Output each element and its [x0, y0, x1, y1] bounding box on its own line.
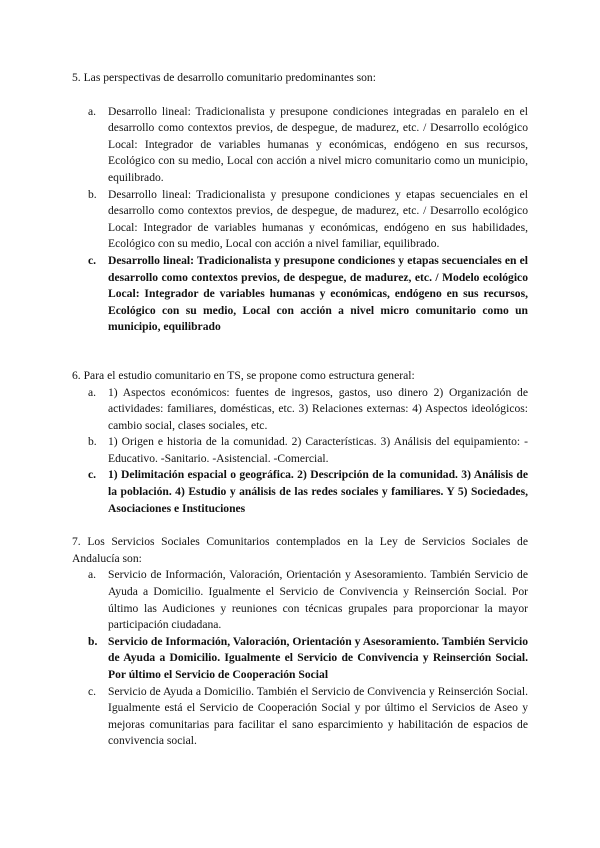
option-b-correct: [72, 634, 528, 684]
option-b: [72, 434, 528, 467]
question-7: [72, 534, 528, 750]
option-marker: c.: [88, 253, 97, 267]
option-marker: a.: [88, 104, 97, 118]
option-text: Desarrollo lineal: Tradicionalista y presupone condiciones y etapas secuenciales en el desarrollo como contextos previos, de despegue, de madurez, etc. / Desarrollo ecológico Local: Integrador de variables humanas y económicas, endógeno en sus habilidades, Ecológico con su medio, Local con acción a nivel familiar, equilibrado.: [108, 187, 528, 251]
option-a: [72, 567, 528, 633]
question-text: 7. Los Servicios Sociales Comunitarios contemplados en la Ley de Servicios Sociales de Andalucía son:: [72, 535, 528, 565]
option-list: [72, 567, 528, 750]
option-marker: a.: [88, 385, 97, 399]
option-marker: b.: [88, 634, 98, 648]
option-b: [72, 187, 528, 253]
option-text: Desarrollo lineal: Tradicionalista y presupone condiciones y etapas secuenciales en el desarrollo como contextos previos, de despegue, de madurez, etc. / Modelo ecológico Local: Integrador de variables humanas y económicas, endógeno en sus recursos, Ecológico con su medio, Local con acción a nivel micro comunitario como un municipio, equilibrado: [108, 253, 528, 334]
option-c-correct: [72, 467, 528, 517]
option-text: Servicio de Información, Valoración, Orientación y Asesoramiento. También Servicio de Ayuda a Domicilio. Igualmente el Servicio de Convivencia y Reinserción Social. Por último el Servicio de Cooperación Social: [108, 634, 528, 681]
option-text: 1) Aspectos económicos: fuentes de ingresos, gastos, uso dinero 2) Organización de actividades: familiares, domésticas, etc. 3) Relaciones externas: 4) Aspectos ideológicos: cambio social, clases sociales, etc.: [108, 385, 528, 432]
option-list: [72, 385, 528, 518]
option-c-correct: [72, 253, 528, 336]
option-a: [72, 385, 528, 435]
option-text: Servicio de Información, Valoración, Orientación y Asesoramiento. También Servicio de Ayuda a Domicilio. Igualmente el Servicio de Convivencia y Reinserción Social. Por último las Audiciones y reuniones con técnicas grupales para proporcionar la mayor participación ciudadana.: [108, 568, 528, 632]
option-marker: a.: [88, 568, 97, 582]
option-marker: b.: [88, 187, 97, 201]
option-text: Desarrollo lineal: Tradicionalista y presupone condiciones integradas en paralelo en el desarrollo como contextos previos, de despegue, de madurez, etc. / Desarrollo ecológico Local: Integrador de variables humanas y económicas, endógeno en sus recursos, Ecológico con su medio, Local con acción a nivel micro comunitario como un municipio, equilibrado.: [108, 104, 528, 184]
option-text: 1) Origen e historia de la comunidad. 2) Características. 3) Análisis del equipamiento: -Educativo. -Sanitario. -Asistencial. -Comercial.: [108, 435, 528, 465]
option-c: [72, 684, 528, 750]
option-a: [72, 104, 528, 187]
option-marker: b.: [88, 435, 97, 449]
question-text: 5. Las perspectivas de desarrollo comunitario predominantes son:: [72, 71, 376, 84]
option-text: 1) Delimitación espacial o geográfica. 2) Descripción de la comunidad. 3) Análisis de la población. 4) Estudio y análisis de las redes sociales y familiares. Y 5) Sociedades, Asociaciones e Instituciones: [108, 468, 528, 515]
question-5: [72, 70, 528, 336]
option-text: Servicio de Ayuda a Domicilio. También el Servicio de Convivencia y Reinserción Social. Igualmente está el Servicio de Cooperación Social y por último el Servicios de Aseo y mejoras comunitarias para facilitar el sano esparcimiento y habilitación de espacios de convivencia social.: [108, 684, 528, 748]
document-page: [72, 70, 528, 750]
option-list: [72, 104, 528, 336]
option-marker: c.: [88, 468, 97, 482]
question-text: 6. Para el estudio comunitario en TS, se propone como estructura general:: [72, 368, 415, 382]
question-6: [72, 368, 528, 517]
option-marker: c.: [88, 684, 97, 698]
